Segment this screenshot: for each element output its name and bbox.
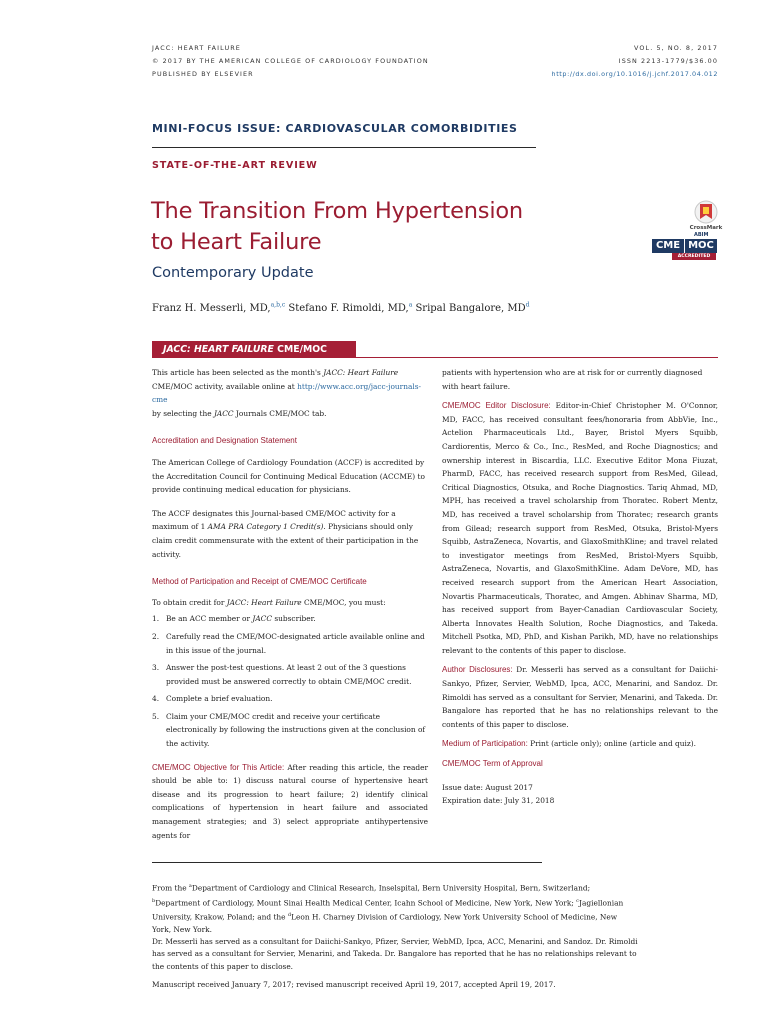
affiliations: From the $^a$Department of Cardiology and Clinical Research, Inselspital, Bern University Hospital, Bern, Switzerland; $^b$Department of Cardiology, Mount Sinai Health Medical Center, Icahn School of Medicine, New York, New York; $^c$Jagiellonian University, Krakow, Poland; and the $^d$Leon H. Charney Division of Cardiology, New York University School of Medicine, New York, New York.	[152, 883, 624, 935]
banner-journal: JACC: HEART FAILURE	[163, 344, 274, 355]
objective-heading: CME/MOC Objective for This Article:	[152, 762, 285, 772]
medium-heading: Medium of Participation:	[442, 739, 528, 749]
issn: ISSN 2213-1779/$36.00	[618, 57, 718, 66]
list-item: 5. Claim your CME/MOC credit and receive your certificate electronically by following the instructions given at the conclusion of the activity.	[152, 711, 426, 749]
participation-steps	[152, 612, 428, 750]
list-item: 1. Be an ACC member or JACC subscriber.	[152, 614, 316, 624]
designation-paragraph: The ACCF designates this Journal-based CME/MOC activity for a maximum of 1 AMA PRA Category 1 Credit(s). Physicians should only claim credit commensurate with the extent of their participation in the activity.	[152, 508, 419, 559]
journal-name: JACC: HEART FAILURE	[152, 44, 241, 52]
journal-header-right	[440, 42, 718, 82]
issue-date: Issue date: August 2017	[442, 782, 533, 792]
medium-participation: Medium of Participation: Print (article only); online (article and quiz).	[442, 739, 697, 749]
cme-moc-banner	[152, 341, 356, 358]
right-column	[442, 366, 718, 808]
editor-disclosure: CME/MOC Editor Disclosure: Editor-in-Chief Christopher M. O'Connor, MD, FACC, has received consultant fees/honoraria from AbbVie, Inc., Actelion Pharmaceuticals Ltd., Bayer, Bristol Myers Squibb, Cardiorentis, Merco & Co., Inc., ResMed, and Roche Diagnostics; and ownership interest in Biscardia, LLC. Executive Editor Mona Fiuzat, PharmD, FACC, has received research support from ResMed, Gilead, Critical Diagnostics, Otsuka, and Roche Diagnostics. Tariq Ahmad, MD, MPH, has received a travel scholarship from Thoratec. Robert Mentz, MD, has received a travel scholarship from Thoratec; research grants from Gilead; research support from ResMed, Otsuka, Bristol-Myers Squibb, AstraZeneca, Novartis, and GlaxoSmithKline; and travel related to investigator meetings from ResMed, Bristol-Myers Squibb, AstraZeneca, Novartis, and GlaxoSmithKline. Adam DeVore, MD, has received research support from the American Heart Association, Novartis Pharmaceuticals, Thoratec, and Amgen. Abhinav Sharma, MD, has received support from Bayer-Canadian Cardiovascular Society, Alberta Innovates Health Solution, Roche Diagnostics, and Takeda. Mitchell Psotka, MD, PhD, and Kishan Parikh, MD, have no relationships relevant to the contents of this paper to disclose.	[442, 401, 718, 655]
author-name: Franz H. Messerli, MD,	[152, 303, 271, 315]
intro-paragraph: This article has been selected as the month's JACC: Heart Failure CME/MOC activity, available online at http://www.acc.org/jacc-journals-cme by selecting the JACC Journals CME/MOC tab.	[152, 368, 422, 418]
banner-suffix: CME/MOC	[273, 344, 327, 355]
article-subtitle: Contemporary Update	[152, 265, 314, 281]
method-heading: Method of Participation and Receipt of CME/MOC Certificate	[152, 577, 367, 587]
list-item: 3. Answer the post-test questions. At least 2 out of the 3 questions provided must be answered correctly to obtain CME/MOC credit.	[152, 663, 412, 686]
publisher: PUBLISHED BY ELSEVIER	[152, 70, 254, 79]
list-item: 4. Complete a brief evaluation.	[152, 694, 273, 704]
author-2	[288, 303, 412, 314]
mini-focus-label: MINI-FOCUS ISSUE: CARDIOVASCULAR COMORBIDITIES	[152, 122, 518, 135]
author-affiliation: a	[408, 302, 413, 309]
author-disclosure-heading: Author Disclosures:	[442, 665, 513, 675]
author-affiliation: d	[525, 302, 530, 309]
volume-issue: VOL. 5, NO. 8, 2017	[634, 44, 718, 52]
title-line-1: The Transition From Hypertension	[151, 198, 523, 224]
term-heading: CME/MOC Term of Approval	[442, 759, 543, 769]
method-intro: To obtain credit for JACC: Heart Failure CME/MOC, you must:	[152, 597, 386, 607]
cme-label: CME	[652, 239, 684, 253]
journal-header-left	[152, 42, 472, 82]
footnote	[152, 880, 638, 991]
moc-label: MOC	[684, 239, 717, 253]
footnote-disclosure: Dr. Messerli has served as a consultant for Daiichi-Sankyo, Pfizer, Servier, WebMD, Ipca, ACC, Menarini, and Sandoz. Dr. Rimoldi has served as a consultant for Servier, Menarini, and Takeda. Dr. Bangalore has reported that he has no relationships relevant to the contents of this paper to disclose.	[152, 937, 638, 971]
crossmark-label: CrossMark	[689, 225, 723, 231]
accreditation-heading: Accreditation and Designation Statement	[152, 436, 297, 446]
expiration-date: Expiration date: July 31, 2018	[442, 796, 555, 806]
copyright: © 2017 BY THE AMERICAN COLLEGE OF CARDIOLOGY FOUNDATION	[152, 57, 429, 66]
section-label: STATE-OF-THE-ART REVIEW	[152, 160, 318, 171]
title-line-2: to Heart Failure	[151, 229, 322, 255]
objective-paragraph: CME/MOC Objective for This Article: After reading this article, the reader should be able to: 1) discuss natural course of hypertensive heart disease and its progression to heart failure; 2) identify clinical complications of hypertension in heart failure and associated management strategies; and 3) select appropriate antihypertensive agents for	[152, 762, 428, 840]
author-3	[415, 303, 529, 314]
abim-label: ABIM	[694, 232, 709, 238]
cme-moc-badge	[652, 232, 722, 262]
author-1	[152, 303, 285, 314]
author-affiliation: a,b,c	[270, 302, 286, 309]
author-name: Sripal Bangalore, MD	[415, 303, 526, 315]
list-item: 2. Carefully read the CME/MOC-designated article available online and in this issue of the journal.	[152, 631, 425, 655]
objective-continuation: patients with hypertension who are at risk for or currently diagnosed with heart failure.	[442, 368, 703, 391]
header-rule	[152, 147, 536, 148]
author-disclosure: Author Disclosures: Dr. Messerli has served as a consultant for Daiichi-Sankyo, Pfizer, Servier, WebMD, Ipca, ACC, Menarini, and Sandoz. Dr. Rimoldi has served as a consultant for Servier, Menarini, and Takeda. Dr. Bangalore has reported that he has no relationships relevant to the contents of this paper to disclose.	[442, 665, 718, 729]
author-list	[152, 302, 712, 314]
article-title	[151, 196, 651, 258]
manuscript-dates: Manuscript received January 7, 2017; revised manuscript received April 19, 2017, accepted April 19, 2017.	[152, 979, 556, 989]
accreditation-paragraph: The American College of Cardiology Foundation (ACCF) is accredited by the Accreditation Council for Continuing Medical Education (ACCME) to provide continuing medical education for physicians.	[152, 457, 425, 495]
editor-disclosure-heading: CME/MOC Editor Disclosure:	[442, 401, 551, 411]
banner-rule	[345, 357, 718, 358]
footnote-rule	[152, 862, 542, 863]
left-column	[152, 366, 428, 842]
doi-link[interactable]: http://dx.doi.org/10.1016/j.jchf.2017.04.012	[551, 70, 718, 79]
accredited-label: ACCREDITED	[672, 253, 716, 260]
cme-link[interactable]: http://www.acc.org/jacc-journals-cme	[152, 381, 422, 405]
author-name: Stefano F. Rimoldi, MD,	[288, 303, 409, 315]
